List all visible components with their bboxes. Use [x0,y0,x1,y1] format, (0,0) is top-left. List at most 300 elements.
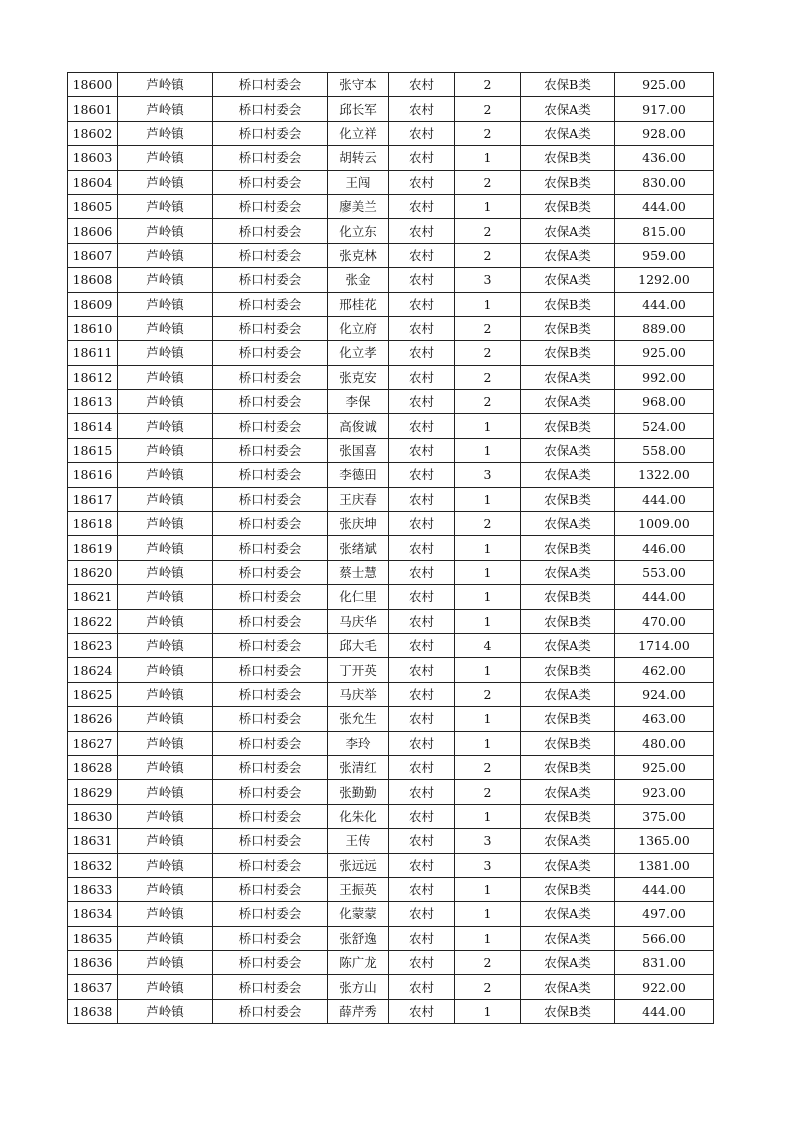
area-type-cell: 农村 [389,463,455,487]
amount-cell: 497.00 [615,902,714,926]
area-type-cell: 农村 [389,292,455,316]
insurance-category-cell: 农保A类 [521,268,615,292]
insurance-category-cell: 农保B类 [521,194,615,218]
insurance-category-cell: 农保B类 [521,585,615,609]
insurance-category-cell: 农保B类 [521,658,615,682]
amount-cell: 1714.00 [615,633,714,657]
insurance-category-cell: 农保A类 [521,682,615,706]
table-row [68,926,714,950]
person-name-cell: 李德田 [328,463,389,487]
insurance-category-cell: 农保B类 [521,316,615,340]
village-committee-cell: 桥口村委会 [213,121,328,145]
household-size-cell: 3 [455,853,521,877]
amount-cell: 923.00 [615,780,714,804]
household-size-cell: 1 [455,487,521,511]
row-number-cell: 18617 [68,487,118,511]
table-row [68,390,714,414]
table-row [68,731,714,755]
amount-cell: 446.00 [615,536,714,560]
amount-cell: 566.00 [615,926,714,950]
household-size-cell: 2 [455,121,521,145]
village-committee-cell: 桥口村委会 [213,219,328,243]
area-type-cell: 农村 [389,560,455,584]
person-name-cell: 马庆华 [328,609,389,633]
person-name-cell: 廖美兰 [328,194,389,218]
row-number-cell: 18615 [68,438,118,462]
insurance-category-cell: 农保A类 [521,829,615,853]
town-cell: 芦岭镇 [118,170,213,194]
amount-cell: 917.00 [615,97,714,121]
table-row [68,463,714,487]
table-row [68,146,714,170]
town-cell: 芦岭镇 [118,121,213,145]
insurance-category-cell: 农保B类 [521,707,615,731]
area-type-cell: 农村 [389,316,455,340]
table-row [68,560,714,584]
insurance-category-cell: 农保B类 [521,804,615,828]
town-cell: 芦岭镇 [118,341,213,365]
village-committee-cell: 桥口村委会 [213,731,328,755]
amount-cell: 928.00 [615,121,714,145]
household-size-cell: 2 [455,780,521,804]
table-row [68,633,714,657]
person-name-cell: 王庆春 [328,487,389,511]
person-name-cell: 高俊诚 [328,414,389,438]
row-number-cell: 18601 [68,97,118,121]
amount-cell: 375.00 [615,804,714,828]
person-name-cell: 张克林 [328,243,389,267]
village-committee-cell: 桥口村委会 [213,146,328,170]
row-number-cell: 18637 [68,975,118,999]
household-size-cell: 1 [455,804,521,828]
table-row [68,414,714,438]
amount-cell: 992.00 [615,365,714,389]
area-type-cell: 农村 [389,975,455,999]
village-committee-cell: 桥口村委会 [213,194,328,218]
household-size-cell: 2 [455,219,521,243]
amount-cell: 1292.00 [615,268,714,292]
insurance-category-cell: 农保B类 [521,731,615,755]
village-committee-cell: 桥口村委会 [213,316,328,340]
amount-cell: 444.00 [615,194,714,218]
area-type-cell: 农村 [389,999,455,1023]
village-committee-cell: 桥口村委会 [213,609,328,633]
amount-cell: 1322.00 [615,463,714,487]
household-size-cell: 1 [455,194,521,218]
household-size-cell: 1 [455,536,521,560]
household-size-cell: 2 [455,682,521,706]
insurance-category-cell: 农保A类 [521,780,615,804]
person-name-cell: 陈广龙 [328,951,389,975]
row-number-cell: 18636 [68,951,118,975]
person-name-cell: 化朱化 [328,804,389,828]
amount-cell: 470.00 [615,609,714,633]
household-size-cell: 1 [455,609,521,633]
village-committee-cell: 桥口村委会 [213,975,328,999]
amount-cell: 462.00 [615,658,714,682]
amount-cell: 922.00 [615,975,714,999]
town-cell: 芦岭镇 [118,365,213,389]
household-size-cell: 1 [455,292,521,316]
village-committee-cell: 桥口村委会 [213,438,328,462]
village-committee-cell: 桥口村委会 [213,243,328,267]
table-row [68,73,714,97]
area-type-cell: 农村 [389,414,455,438]
table-row [68,658,714,682]
household-size-cell: 1 [455,999,521,1023]
insurance-category-cell: 农保B类 [521,170,615,194]
town-cell: 芦岭镇 [118,438,213,462]
area-type-cell: 农村 [389,121,455,145]
person-name-cell: 化立府 [328,316,389,340]
insurance-category-cell: 农保A类 [521,97,615,121]
person-name-cell: 张绪斌 [328,536,389,560]
row-number-cell: 18635 [68,926,118,950]
person-name-cell: 张守本 [328,73,389,97]
table-row [68,902,714,926]
town-cell: 芦岭镇 [118,902,213,926]
table-row [68,853,714,877]
person-name-cell: 化立孝 [328,341,389,365]
area-type-cell: 农村 [389,682,455,706]
amount-cell: 1365.00 [615,829,714,853]
area-type-cell: 农村 [389,780,455,804]
table-row [68,804,714,828]
town-cell: 芦岭镇 [118,877,213,901]
person-name-cell: 张舒逸 [328,926,389,950]
area-type-cell: 农村 [389,585,455,609]
town-cell: 芦岭镇 [118,390,213,414]
table-body [68,73,714,1024]
household-size-cell: 1 [455,902,521,926]
village-committee-cell: 桥口村委会 [213,951,328,975]
village-committee-cell: 桥口村委会 [213,585,328,609]
village-committee-cell: 桥口村委会 [213,487,328,511]
table-row [68,316,714,340]
table-row [68,97,714,121]
area-type-cell: 农村 [389,902,455,926]
village-committee-cell: 桥口村委会 [213,877,328,901]
area-type-cell: 农村 [389,731,455,755]
area-type-cell: 农村 [389,365,455,389]
row-number-cell: 18614 [68,414,118,438]
household-size-cell: 2 [455,97,521,121]
insurance-category-cell: 农保A类 [521,438,615,462]
amount-cell: 558.00 [615,438,714,462]
town-cell: 芦岭镇 [118,658,213,682]
village-committee-cell: 桥口村委会 [213,97,328,121]
row-number-cell: 18631 [68,829,118,853]
person-name-cell: 张清红 [328,755,389,779]
amount-cell: 553.00 [615,560,714,584]
town-cell: 芦岭镇 [118,243,213,267]
village-committee-cell: 桥口村委会 [213,73,328,97]
town-cell: 芦岭镇 [118,512,213,536]
village-committee-cell: 桥口村委会 [213,633,328,657]
area-type-cell: 农村 [389,804,455,828]
row-number-cell: 18608 [68,268,118,292]
household-size-cell: 2 [455,170,521,194]
amount-cell: 889.00 [615,316,714,340]
row-number-cell: 18616 [68,463,118,487]
row-number-cell: 18611 [68,341,118,365]
household-size-cell: 3 [455,463,521,487]
row-number-cell: 18606 [68,219,118,243]
row-number-cell: 18600 [68,73,118,97]
row-number-cell: 18622 [68,609,118,633]
town-cell: 芦岭镇 [118,194,213,218]
row-number-cell: 18610 [68,316,118,340]
town-cell: 芦岭镇 [118,951,213,975]
town-cell: 芦岭镇 [118,731,213,755]
town-cell: 芦岭镇 [118,829,213,853]
insurance-category-cell: 农保A类 [521,121,615,145]
area-type-cell: 农村 [389,268,455,292]
insurance-category-cell: 农保A类 [521,951,615,975]
row-number-cell: 18607 [68,243,118,267]
area-type-cell: 农村 [389,658,455,682]
table-row [68,877,714,901]
town-cell: 芦岭镇 [118,609,213,633]
area-type-cell: 农村 [389,170,455,194]
table-row [68,194,714,218]
person-name-cell: 张远远 [328,853,389,877]
row-number-cell: 18625 [68,682,118,706]
row-number-cell: 18604 [68,170,118,194]
household-size-cell: 1 [455,658,521,682]
household-size-cell: 2 [455,73,521,97]
household-size-cell: 1 [455,146,521,170]
row-number-cell: 18619 [68,536,118,560]
row-number-cell: 18623 [68,633,118,657]
insurance-category-cell: 农保A类 [521,463,615,487]
amount-cell: 1381.00 [615,853,714,877]
town-cell: 芦岭镇 [118,146,213,170]
table-row [68,829,714,853]
table-row [68,292,714,316]
amount-cell: 925.00 [615,73,714,97]
area-type-cell: 农村 [389,341,455,365]
table-row [68,780,714,804]
village-committee-cell: 桥口村委会 [213,536,328,560]
insurance-category-cell: 农保A类 [521,512,615,536]
row-number-cell: 18638 [68,999,118,1023]
area-type-cell: 农村 [389,390,455,414]
row-number-cell: 18632 [68,853,118,877]
person-name-cell: 张庆坤 [328,512,389,536]
table-row [68,341,714,365]
household-size-cell: 4 [455,633,521,657]
table-row [68,512,714,536]
insurance-category-cell: 农保B类 [521,609,615,633]
person-name-cell: 张金 [328,268,389,292]
table-row [68,121,714,145]
household-size-cell: 2 [455,390,521,414]
town-cell: 芦岭镇 [118,73,213,97]
household-size-cell: 1 [455,438,521,462]
amount-cell: 925.00 [615,755,714,779]
row-number-cell: 18603 [68,146,118,170]
table-row [68,951,714,975]
insurance-category-cell: 农保A类 [521,560,615,584]
village-committee-cell: 桥口村委会 [213,853,328,877]
household-size-cell: 2 [455,512,521,536]
person-name-cell: 李保 [328,390,389,414]
insurance-category-cell: 农保B类 [521,536,615,560]
person-name-cell: 蔡士慧 [328,560,389,584]
amount-cell: 463.00 [615,707,714,731]
person-name-cell: 马庆举 [328,682,389,706]
area-type-cell: 农村 [389,438,455,462]
row-number-cell: 18629 [68,780,118,804]
village-committee-cell: 桥口村委会 [213,512,328,536]
person-name-cell: 丁开英 [328,658,389,682]
person-name-cell: 李玲 [328,731,389,755]
row-number-cell: 18627 [68,731,118,755]
amount-cell: 815.00 [615,219,714,243]
row-number-cell: 18626 [68,707,118,731]
household-size-cell: 2 [455,755,521,779]
person-name-cell: 邱大毛 [328,633,389,657]
area-type-cell: 农村 [389,633,455,657]
village-committee-cell: 桥口村委会 [213,780,328,804]
person-name-cell: 薛芹秀 [328,999,389,1023]
household-size-cell: 1 [455,585,521,609]
village-committee-cell: 桥口村委会 [213,414,328,438]
person-name-cell: 王闯 [328,170,389,194]
village-committee-cell: 桥口村委会 [213,365,328,389]
area-type-cell: 农村 [389,609,455,633]
town-cell: 芦岭镇 [118,999,213,1023]
town-cell: 芦岭镇 [118,97,213,121]
town-cell: 芦岭镇 [118,975,213,999]
amount-cell: 968.00 [615,390,714,414]
town-cell: 芦岭镇 [118,780,213,804]
area-type-cell: 农村 [389,951,455,975]
village-committee-cell: 桥口村委会 [213,341,328,365]
town-cell: 芦岭镇 [118,853,213,877]
amount-cell: 959.00 [615,243,714,267]
row-number-cell: 18618 [68,512,118,536]
insurance-category-cell: 农保A类 [521,633,615,657]
table-row [68,999,714,1023]
household-size-cell: 3 [455,268,521,292]
insurance-category-cell: 农保B类 [521,877,615,901]
insurance-category-cell: 农保B类 [521,755,615,779]
insurance-category-cell: 农保A类 [521,243,615,267]
town-cell: 芦岭镇 [118,560,213,584]
area-type-cell: 农村 [389,536,455,560]
insurance-category-cell: 农保B类 [521,292,615,316]
row-number-cell: 18612 [68,365,118,389]
table-row [68,219,714,243]
village-committee-cell: 桥口村委会 [213,755,328,779]
household-size-cell: 2 [455,341,521,365]
town-cell: 芦岭镇 [118,316,213,340]
row-number-cell: 18630 [68,804,118,828]
person-name-cell: 张方山 [328,975,389,999]
area-type-cell: 农村 [389,73,455,97]
amount-cell: 444.00 [615,877,714,901]
row-number-cell: 18628 [68,755,118,779]
person-name-cell: 王传 [328,829,389,853]
insurance-category-cell: 农保A类 [521,390,615,414]
area-type-cell: 农村 [389,707,455,731]
row-number-cell: 18613 [68,390,118,414]
subsidy-table [67,72,714,1024]
amount-cell: 924.00 [615,682,714,706]
area-type-cell: 农村 [389,926,455,950]
town-cell: 芦岭镇 [118,268,213,292]
village-committee-cell: 桥口村委会 [213,658,328,682]
household-size-cell: 2 [455,975,521,999]
insurance-category-cell: 农保A类 [521,926,615,950]
table-row [68,487,714,511]
insurance-category-cell: 农保B类 [521,487,615,511]
person-name-cell: 张勤勤 [328,780,389,804]
table-row [68,243,714,267]
amount-cell: 831.00 [615,951,714,975]
table-row [68,268,714,292]
town-cell: 芦岭镇 [118,292,213,316]
amount-cell: 480.00 [615,731,714,755]
insurance-category-cell: 农保B类 [521,414,615,438]
row-number-cell: 18624 [68,658,118,682]
town-cell: 芦岭镇 [118,219,213,243]
table-row [68,975,714,999]
table-row [68,438,714,462]
table-row [68,170,714,194]
insurance-category-cell: 农保B类 [521,999,615,1023]
person-name-cell: 邢桂花 [328,292,389,316]
amount-cell: 444.00 [615,487,714,511]
village-committee-cell: 桥口村委会 [213,902,328,926]
person-name-cell: 王振英 [328,877,389,901]
table-row [68,609,714,633]
person-name-cell: 化仁里 [328,585,389,609]
village-committee-cell: 桥口村委会 [213,707,328,731]
insurance-category-cell: 农保B类 [521,73,615,97]
amount-cell: 925.00 [615,341,714,365]
household-size-cell: 2 [455,316,521,340]
village-committee-cell: 桥口村委会 [213,682,328,706]
area-type-cell: 农村 [389,194,455,218]
village-committee-cell: 桥口村委会 [213,170,328,194]
town-cell: 芦岭镇 [118,804,213,828]
area-type-cell: 农村 [389,97,455,121]
area-type-cell: 农村 [389,877,455,901]
table-row [68,536,714,560]
person-name-cell: 化立东 [328,219,389,243]
town-cell: 芦岭镇 [118,633,213,657]
town-cell: 芦岭镇 [118,926,213,950]
insurance-category-cell: 农保B类 [521,341,615,365]
household-size-cell: 1 [455,877,521,901]
town-cell: 芦岭镇 [118,755,213,779]
row-number-cell: 18602 [68,121,118,145]
person-name-cell: 邱长军 [328,97,389,121]
row-number-cell: 18609 [68,292,118,316]
insurance-category-cell: 农保A类 [521,975,615,999]
household-size-cell: 1 [455,414,521,438]
household-size-cell: 3 [455,829,521,853]
insurance-category-cell: 农保A类 [521,902,615,926]
table-row [68,682,714,706]
village-committee-cell: 桥口村委会 [213,926,328,950]
person-name-cell: 张国喜 [328,438,389,462]
row-number-cell: 18633 [68,877,118,901]
village-committee-cell: 桥口村委会 [213,463,328,487]
